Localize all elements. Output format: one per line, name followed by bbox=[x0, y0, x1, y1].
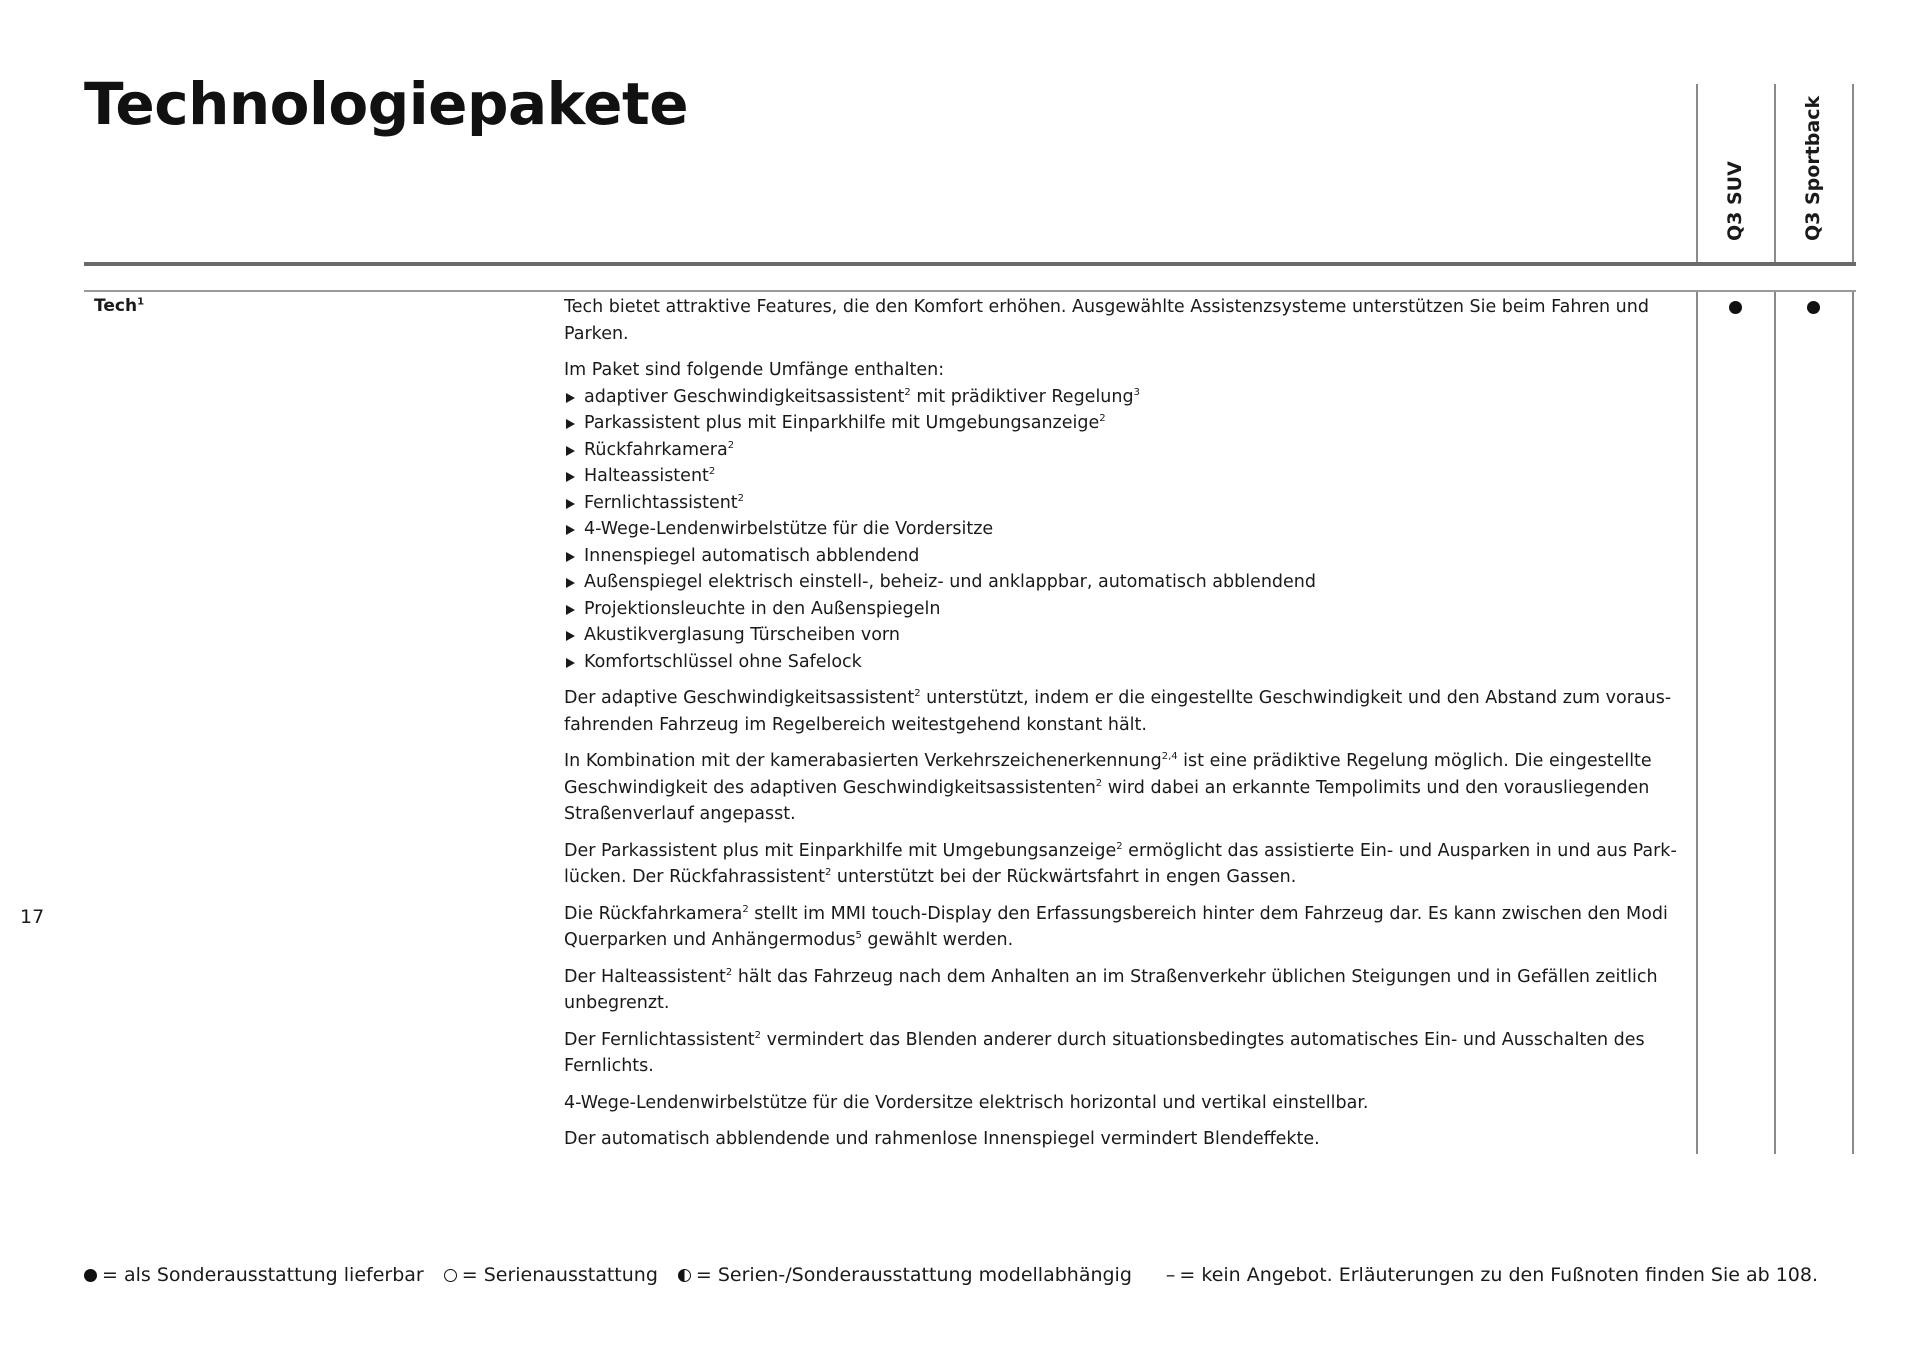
list-item: Außenspiegel elektrisch einstell-, beheiz- und anklappbar, automatisch abblendend bbox=[564, 569, 1684, 596]
paragraph: Der adaptive Geschwindigkeitsassistent$^2$ unterstützt, indem er die eingestellte Geschwindigkeit und den Abstand zum vorausfahrenden Fahrzeug im Regelbereich weitestgehend konstant hält. bbox=[564, 688, 1672, 735]
paragraph: Der Parkassistent plus mit Einparkhilfe mit Umgebungsanzeige$^2$ ermöglicht das assistierte Ein- und Ausparken in und aus Parklücken. Der Rückfahrassistent$^2$ unterstützt bei der Rückwärtsfahrt in engen Gassen. bbox=[564, 840, 1677, 887]
list-item: Projektionsleuchte in den Außenspiegeln bbox=[564, 596, 1684, 623]
row-description bbox=[564, 294, 1684, 1163]
column-divider bbox=[1852, 292, 1854, 1154]
list-item: Akustikverglasung Türscheiben vorn bbox=[564, 622, 1684, 649]
filled-circle-icon bbox=[1807, 301, 1820, 314]
intro-text: Tech bietet attraktive Features, die den Komfort erhöhen. Ausgewählte Assistenzsysteme unterstützen Sie beim Fahren und Parken. bbox=[564, 297, 1649, 344]
feature-list bbox=[564, 384, 1684, 676]
paragraph: Die Rückfahrkamera$^2$ stellt im MMI touch-Display den Erfassungsbereich hinter dem Fahrzeug dar. Es kann zwischen den Modi Querparken und Anhängermodus$^5$ gewählt werden. bbox=[564, 903, 1668, 950]
list-item: 4-Wege-Lendenwirbelstütze für die Vordersitze bbox=[564, 516, 1684, 543]
half-circle-icon bbox=[678, 1269, 691, 1282]
list-item: Rückfahrkamera$^2$ bbox=[564, 437, 1684, 464]
legend: = als Sonderausstattung lieferbar = Serienausstattung = Serien-/Sonderausstattung modellabhängig – = kein Angebot. Erläuterungen zu den Fußnoten finden Sie ab 108. bbox=[84, 1264, 1838, 1286]
column-header-q3-sportback: Q3 Sportback bbox=[1802, 95, 1824, 241]
column-header-q3-suv: Q3 SUV bbox=[1724, 161, 1746, 241]
paragraph: 4-Wege-Lendenwirbelstütze für die Vordersitze elektrisch horizontal und vertikal einstellbar. bbox=[564, 1092, 1369, 1113]
column-divider bbox=[1696, 292, 1698, 1154]
list-item: Innenspiegel automatisch abblendend bbox=[564, 543, 1684, 570]
list-intro: Im Paket sind folgende Umfänge enthalten: bbox=[564, 360, 945, 380]
column-divider bbox=[1852, 84, 1854, 262]
page-number: 17 bbox=[20, 906, 45, 928]
column-divider bbox=[1774, 84, 1776, 262]
list-item: Halteassistent$^2$ bbox=[564, 463, 1684, 490]
empty-circle-icon bbox=[444, 1269, 457, 1282]
row-label-tech: Tech$^1$ bbox=[94, 296, 145, 316]
list-item: Komfortschlüssel ohne Safelock bbox=[564, 649, 1684, 676]
dash-symbol: – bbox=[1165, 1264, 1176, 1286]
list-item: adaptiver Geschwindigkeitsassistent$^2$ mit prädiktiver Regelung$^3$ bbox=[564, 384, 1684, 411]
paragraph: Der Fernlichtassistent$^2$ vermindert das Blenden anderer durch situationsbedingtes automatisches Ein- und Ausschalten des Fernlichts. bbox=[564, 1029, 1645, 1076]
list-item: Parkassistent plus mit Einparkhilfe mit Umgebungsanzeige$^2$ bbox=[564, 410, 1684, 437]
column-divider bbox=[1774, 292, 1776, 1154]
filled-circle-icon bbox=[84, 1269, 97, 1282]
paragraph: In Kombination mit der kamerabasierten Verkehrszeichenerkennung$^{2,4}$ ist eine prädiktive Regelung möglich. Die eingestellte Geschwindigkeit des adaptiven Geschwindigkeitsassistenten$^2$ wird dabei an erkannte Tempolimits und den vorausliegenden Straßenverlauf angepasst. bbox=[564, 751, 1652, 824]
page-title: Technologiepakete bbox=[84, 70, 689, 138]
row-rule bbox=[84, 290, 1856, 292]
paragraph: Der automatisch abblendende und rahmenlose Innenspiegel vermindert Blendeffekte. bbox=[564, 1129, 1320, 1149]
filled-circle-icon bbox=[1729, 301, 1742, 314]
column-divider bbox=[1696, 84, 1698, 262]
list-item: Fernlichtassistent$^2$ bbox=[564, 490, 1684, 517]
header-rule bbox=[84, 262, 1856, 266]
paragraph: Der Halteassistent$^2$ hält das Fahrzeug nach dem Anhalten an im Straßenverkehr üblichen Steigungen und in Gefällen zeitlich unbegrenzt. bbox=[564, 966, 1658, 1013]
